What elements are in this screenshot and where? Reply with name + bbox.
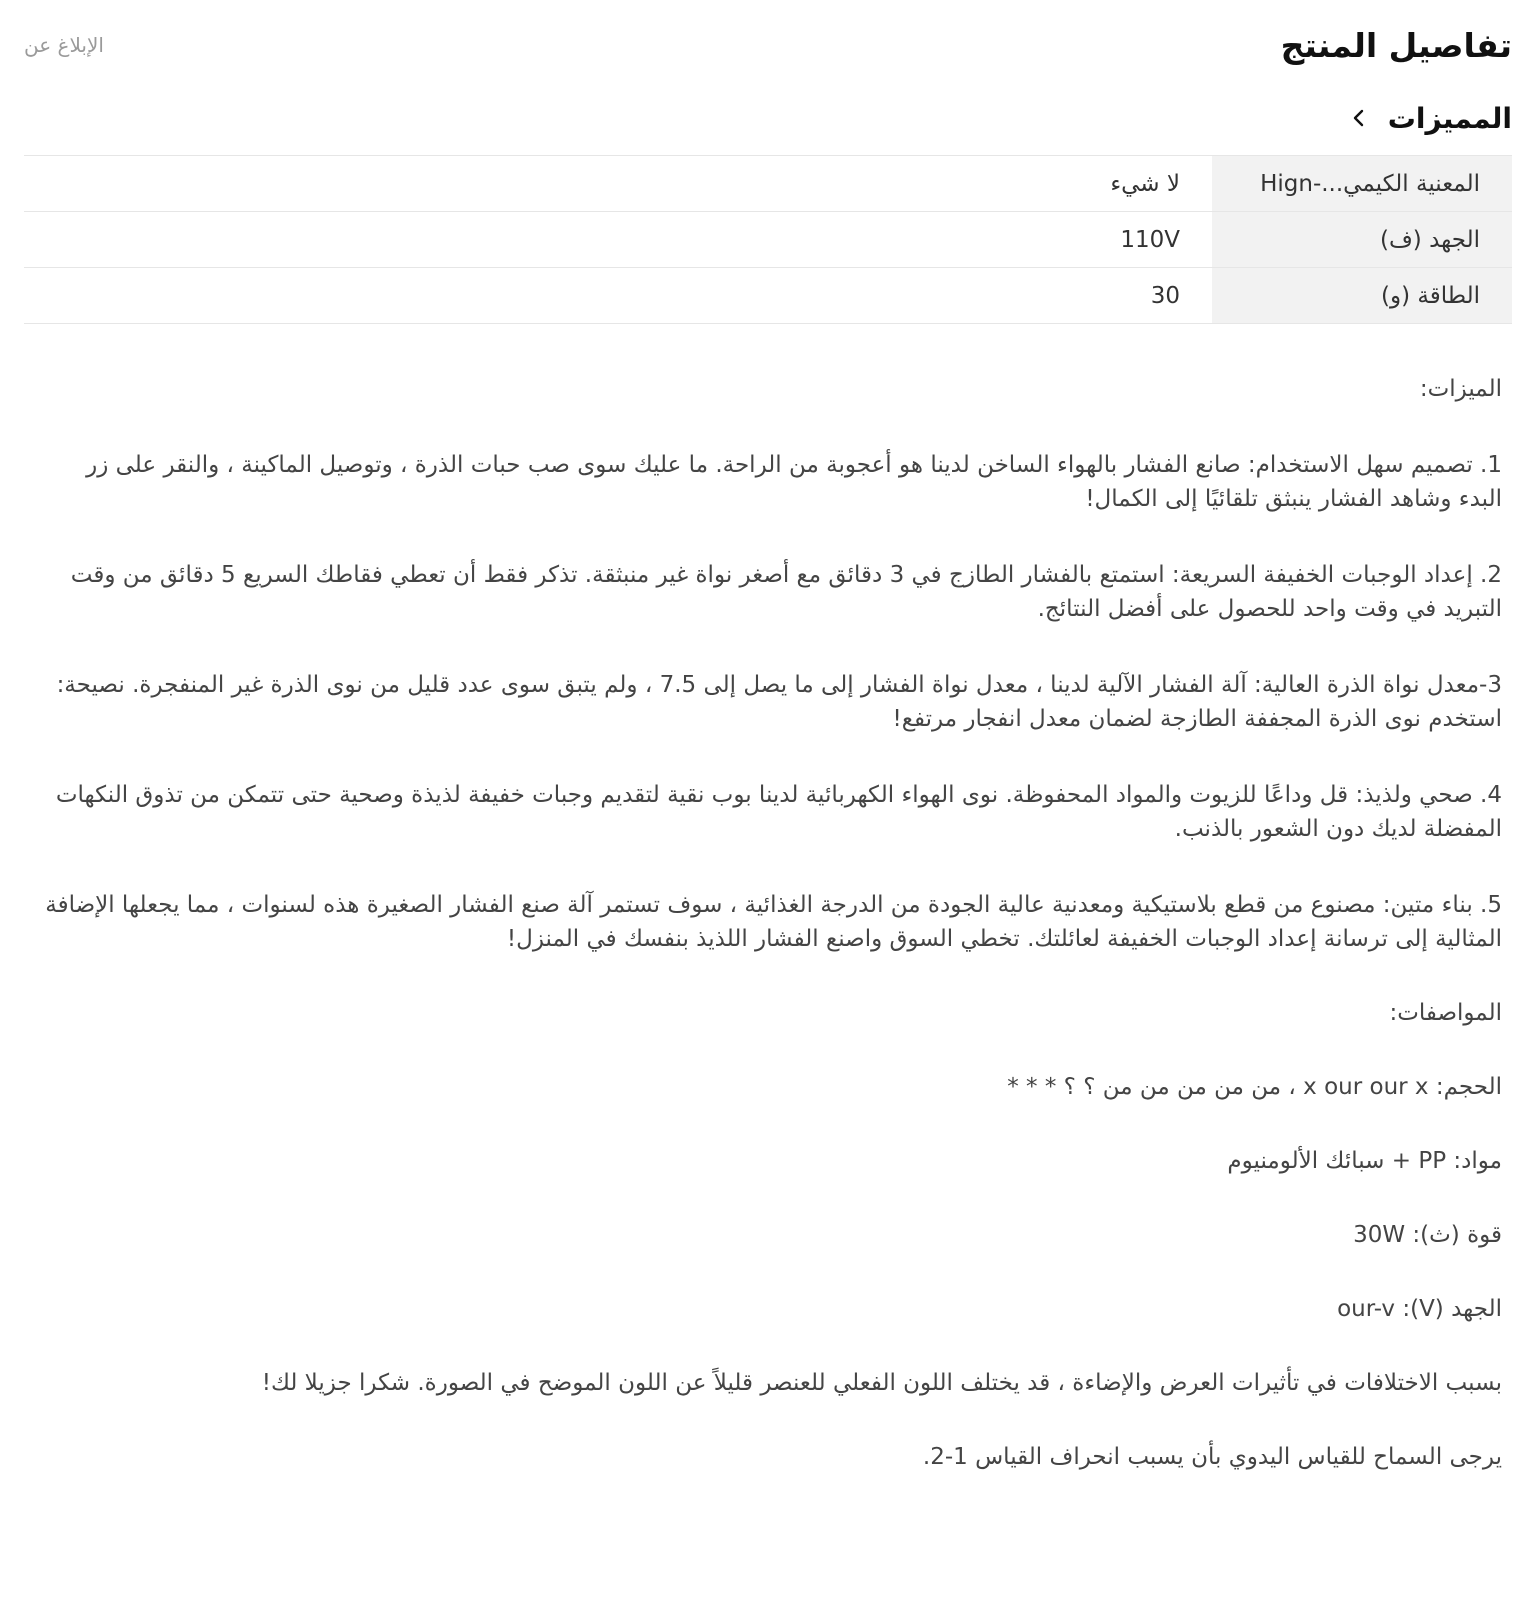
spec-size: الحجم: x our our x ، من من من من من ؟ ؟ * * *	[1007, 1074, 1502, 1100]
features-section-toggle[interactable]	[1348, 96, 1512, 140]
page-title: تفاصيل المنتج	[1280, 25, 1512, 65]
product-details-panel	[24, 0, 1512, 1598]
spec-voltage: الجهد (V): our-v	[1337, 1296, 1502, 1322]
attribute-key: الطاقة (و)	[1212, 268, 1512, 323]
table-row	[24, 156, 1512, 212]
spec-power: قوة (ث): 30W	[1353, 1222, 1502, 1248]
measurement-disclaimer: يرجى السماح للقياس اليدوي بأن يسبب انحراف القياس 1-2.	[922, 1444, 1502, 1470]
attribute-value: لا شيء	[1110, 170, 1180, 197]
spec-material: مواد: PP + سبائك الألومنيوم	[1227, 1148, 1502, 1174]
attribute-value: 110V	[1120, 226, 1180, 253]
features-heading: الميزات:	[1419, 376, 1502, 402]
header	[24, 22, 1512, 68]
product-description	[40, 372, 1502, 1514]
table-row	[24, 212, 1512, 268]
feature-point-2: 2. إعداد الوجبات الخفيفة السريعة: استمتع بالفشار الطازج في 3 دقائق مع أصغر نواة غير منبثقة. تذكر فقط أن تعطي فقاطك السريع 5 دقائق من وقت التبريد في وقت واحد للحصول على أفضل النتائج.	[70, 562, 1502, 622]
table-row	[24, 268, 1512, 324]
feature-point-3: 3-معدل نواة الذرة العالية: آلة الفشار الآلية لدينا ، معدل نواة الفشار إلى ما يصل إلى 7.5 ، ولم يتبق سوى عدد قليل من نوى الذرة غير المنفجرة. نصيحة: استخدم نوى الذرة المجففة الطازجة لضمان معدل انفجار مرتفع!	[56, 672, 1502, 732]
features-section-title: المميزات	[1387, 101, 1512, 135]
feature-point-5: 5. بناء متين: مصنوع من قطع بلاستيكية ومعدنية عالية الجودة من الدرجة الغذائية ، سوف تستمر آلة صنع الفشار الصغيرة هذه لسنوات ، مما يجعلها الإضافة المثالية إلى ترسانة إعداد الوجبات الخفيفة لعائلتك. تخطي السوق واصنع الفشار اللذيذ بنفسك في المنزل!	[45, 892, 1502, 952]
color-disclaimer: بسبب الاختلافات في تأثيرات العرض والإضاءة ، قد يختلف اللون الفعلي للعنصر قليلاً عن اللون الموضح في الصورة. شكرا جزيلا لك!	[261, 1370, 1502, 1396]
attribute-key: المعنية الكيمي...-Hign	[1212, 156, 1512, 211]
feature-point-1: 1. تصميم سهل الاستخدام: صانع الفشار بالهواء الساخن لدينا هو أعجوبة من الراحة. ما عليك سوى صب حبات الذرة ، وتوصيل الماكينة ، والنقر على زر البدء وشاهد الفشار ينبثق تلقائيًا إلى الكمال!	[86, 452, 1502, 512]
attributes-table	[24, 155, 1512, 324]
specs-heading: المواصفات:	[1389, 1000, 1502, 1026]
attribute-value: 30	[1150, 282, 1180, 309]
feature-point-4: 4. صحي ولذيذ: قل وداعًا للزيوت والمواد المحفوظة. نوى الهواء الكهربائية لدينا بوب نقية لتقديم وجبات خفيفة لذيذة وصحية حتى تتمكن من تذوق النكهات المفضلة لديك دون الشعور بالذنب.	[55, 782, 1502, 842]
report-link[interactable]: الإبلاغ عن	[24, 33, 104, 57]
chevron-left-icon	[1348, 107, 1370, 129]
attribute-key: الجهد (ف)	[1212, 212, 1512, 267]
